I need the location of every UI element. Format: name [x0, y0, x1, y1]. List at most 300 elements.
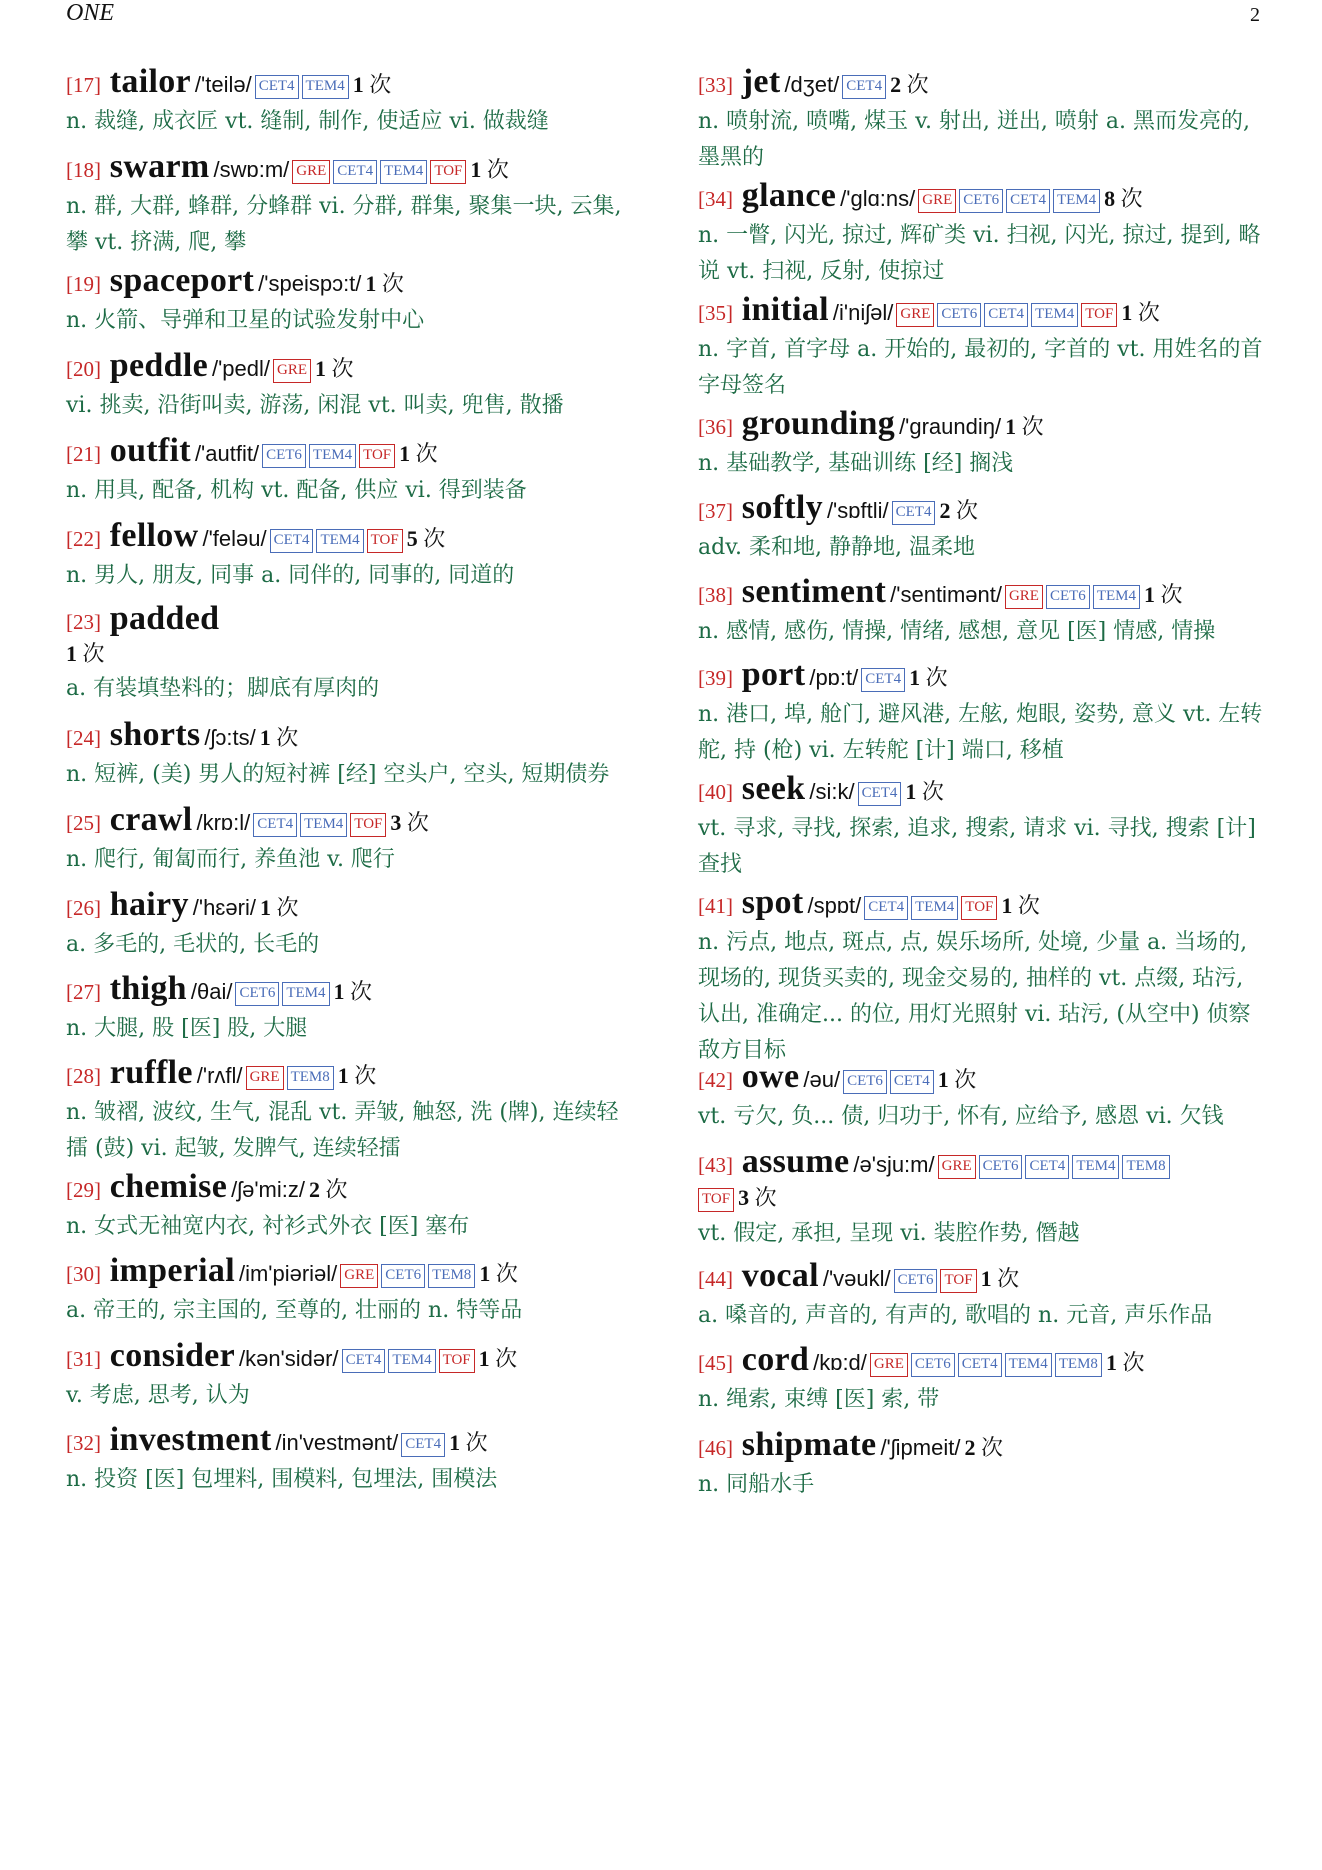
exam-tag: CET6 — [262, 444, 306, 468]
phonetic: /'pedl/ — [211, 356, 270, 381]
phonetic: /'autfit/ — [194, 441, 260, 466]
exam-tag: GRE — [918, 189, 956, 213]
vocab-entry — [66, 261, 636, 339]
exam-tag: TOF — [350, 813, 386, 837]
headword: spaceport — [101, 262, 255, 299]
definition: n. 感情, 感伤, 情操, 情绪, 感想, 意见 [医] 情感, 情操 — [698, 619, 1216, 644]
exam-tag: CET4 — [842, 75, 886, 99]
definition: a. 多毛的, 毛状的, 长毛的 — [66, 932, 320, 957]
exam-tag: TOF — [359, 444, 395, 468]
occurrence-count — [353, 72, 392, 97]
entry-index: [41] — [698, 894, 733, 918]
vocab-entry — [698, 1142, 1270, 1252]
entry-index: [32] — [66, 1431, 101, 1455]
entry-index: [27] — [66, 980, 101, 1004]
count-number: 1 — [315, 356, 326, 381]
page-number: 2 — [1250, 4, 1260, 26]
entry-index: [18] — [66, 158, 101, 182]
exam-tag: TEM4 — [1072, 1155, 1119, 1179]
vocab-entry — [698, 1256, 1270, 1334]
exam-tag: CET4 — [890, 1070, 934, 1094]
phonetic: /'rʌfl/ — [196, 1063, 243, 1088]
count-unit: 次 — [376, 271, 404, 296]
entry-index: [46] — [698, 1436, 733, 1460]
headword: grounding — [733, 405, 896, 442]
count-unit: 次 — [490, 1261, 518, 1286]
exam-tag: TEM4 — [388, 1349, 435, 1373]
exam-tag: TEM4 — [911, 896, 958, 920]
phonetic: /pɒ:t/ — [809, 665, 859, 690]
entry-index: [26] — [66, 896, 101, 920]
count-number: 1 — [479, 1261, 491, 1286]
count-unit: 次 — [749, 1185, 777, 1210]
vocab-entry — [698, 62, 1270, 176]
entry-headline — [698, 404, 1270, 444]
headword: spot — [733, 884, 804, 921]
definition: a. 帝王的, 宗主国的, 至尊的, 壮丽的 n. 特等品 — [66, 1298, 523, 1323]
vocab-entry — [66, 599, 636, 707]
headword: padded — [101, 600, 220, 637]
occurrence-count — [449, 1430, 488, 1455]
count-unit: 次 — [344, 979, 373, 1004]
exam-tag: CET4 — [984, 303, 1028, 327]
count-unit: 次 — [270, 895, 299, 920]
exam-tag: CET4 — [958, 1353, 1002, 1377]
phonetic: /im'piəriəl/ — [238, 1261, 338, 1286]
phonetic: /'teilə/ — [194, 72, 252, 97]
exam-tag: TEM4 — [1031, 303, 1078, 327]
definition: n. 字首, 首字母 a. 开始的, 最初的, 字首的 vt. 用姓名的首字母签名 — [698, 337, 1263, 398]
exam-tag: TEM4 — [1093, 585, 1140, 609]
count-unit: 次 — [401, 810, 429, 835]
count-unit: 次 — [1016, 414, 1044, 439]
phonetic: /si:k/ — [809, 779, 855, 804]
count-unit: 次 — [948, 1067, 977, 1092]
exam-tag: GRE — [292, 160, 330, 184]
entry-headline — [698, 769, 1270, 809]
entry-headline — [66, 147, 636, 187]
definition: n. 火箭、导弹和卫星的试验发射中心 — [66, 308, 425, 333]
count-unit: 次 — [901, 72, 929, 97]
exam-tag: CET4 — [1025, 1155, 1069, 1179]
entry-index: [22] — [66, 527, 101, 551]
headword: vocal — [733, 1257, 819, 1294]
occurrence-count — [309, 1177, 348, 1202]
occurrence-count — [738, 1185, 777, 1210]
entry-index: [35] — [698, 301, 733, 325]
occurrence-count — [479, 1346, 518, 1371]
phonetic: /'ʃipmeit/ — [880, 1435, 961, 1460]
headword: thigh — [101, 970, 187, 1007]
count-unit: 次 — [916, 779, 944, 804]
occurrence-count — [1106, 1350, 1145, 1375]
occurrence-count — [470, 157, 509, 182]
definition: n. 喷射流, 喷嘴, 煤玉 v. 射出, 迸出, 喷射 a. 黑而发亮的, 墨黑的 — [698, 109, 1250, 170]
vocab-entry — [698, 655, 1270, 769]
occurrence-count — [315, 356, 354, 381]
count-number: 1 — [980, 1266, 992, 1291]
definition: adv. 柔和地, 静静地, 温柔地 — [698, 535, 975, 560]
count-number: 1 — [1121, 300, 1133, 325]
phonetic: /'glɑ:ns/ — [840, 186, 916, 211]
entry-headline — [66, 1420, 636, 1460]
count-number: 1 — [905, 779, 917, 804]
entry-index: [34] — [698, 187, 733, 211]
entry-headline — [66, 261, 636, 301]
phonetic: /əu/ — [803, 1067, 841, 1092]
entry-index: [30] — [66, 1262, 101, 1286]
entry-headline — [698, 62, 1270, 102]
headword: peddle — [101, 347, 208, 384]
entry-headline — [698, 290, 1270, 330]
definition: vt. 寻求, 寻找, 探索, 追求, 搜索, 请求 vi. 寻找, 搜索 [计] 查找 — [698, 816, 1256, 877]
definition: v. 考虑, 思考, 认为 — [66, 1383, 250, 1408]
count-number: 3 — [390, 810, 402, 835]
entry-index: [20] — [66, 357, 101, 381]
exam-tag: TOF — [430, 160, 466, 184]
vocab-entry — [698, 1057, 1270, 1135]
headword: outfit — [101, 432, 191, 469]
exam-tag: CET6 — [1046, 585, 1090, 609]
occurrence-count — [964, 1435, 1003, 1460]
count-unit: 次 — [1132, 300, 1160, 325]
exam-tag: CET6 — [381, 1264, 425, 1288]
exam-tag: CET4 — [892, 501, 936, 525]
entry-headline — [66, 1336, 636, 1376]
occurrence-count — [1121, 300, 1160, 325]
definition: n. 裁缝, 成衣匠 vt. 缝制, 制作, 使适应 vi. 做裁缝 — [66, 109, 549, 134]
phonetic: /kɒ:d/ — [813, 1350, 867, 1375]
count-number: 8 — [1104, 186, 1116, 211]
exam-tag: TOF — [698, 1188, 734, 1212]
headword: fellow — [101, 517, 199, 554]
exam-tag: GRE — [246, 1066, 284, 1090]
exam-tag: TEM4 — [380, 160, 427, 184]
exam-tag: GRE — [273, 359, 311, 383]
count-unit: 次 — [326, 356, 354, 381]
phonetic: /kən'sidər/ — [238, 1346, 339, 1371]
exam-tag: GRE — [938, 1155, 976, 1179]
entry-index: [38] — [698, 583, 733, 607]
exam-tag: CET6 — [979, 1155, 1023, 1179]
exam-tag: CET6 — [959, 189, 1003, 213]
count-number: 1 — [1143, 582, 1155, 607]
count-number: 1 — [478, 1346, 490, 1371]
occurrence-count — [1001, 893, 1040, 918]
headword: chemise — [101, 1168, 228, 1205]
entry-tags-continued — [698, 1182, 1270, 1214]
vocab-entry — [66, 1167, 636, 1245]
exam-tag: CET4 — [861, 668, 905, 692]
header-title: ONE — [66, 0, 114, 26]
vocab-entry — [698, 176, 1270, 290]
definition: n. 一瞥, 闪光, 掠过, 辉矿类 vi. 扫视, 闪光, 掠过, 提到, 略说 vt. 扫视, 反射, 使掠过 — [698, 223, 1261, 284]
headword: port — [733, 656, 806, 693]
entry-headline — [66, 800, 636, 840]
phonetic: /krɒ:l/ — [196, 810, 251, 835]
count-number: 1 — [1001, 893, 1013, 918]
entry-headline — [66, 969, 636, 1009]
exam-tag: CET6 — [235, 982, 279, 1006]
exam-tag: CET4 — [255, 75, 299, 99]
definition: vi. 挑卖, 沿街叫卖, 游荡, 闲混 vt. 叫卖, 兜售, 散播 — [66, 393, 564, 418]
phonetic: /i'niʃəl/ — [832, 300, 894, 325]
vocab-entry — [698, 769, 1270, 883]
occurrence-count — [365, 271, 404, 296]
definition: vt. 亏欠, 负... 债, 归功于, 怀有, 应给予, 感恩 vi. 欠钱 — [698, 1104, 1224, 1129]
phonetic: /'vəukl/ — [822, 1266, 891, 1291]
entry-index: [25] — [66, 811, 101, 835]
phonetic: /ʃə'mi:z/ — [231, 1177, 305, 1202]
entry-index: [37] — [698, 499, 733, 523]
vocab-entry — [698, 883, 1270, 1069]
exam-tag: TEM4 — [300, 813, 347, 837]
entry-index: [23] — [66, 610, 101, 634]
entry-index: [36] — [698, 415, 733, 439]
entry-index: [45] — [698, 1351, 733, 1375]
headword: consider — [101, 1337, 235, 1374]
entry-headline — [66, 885, 636, 925]
occurrence-count — [399, 441, 438, 466]
exam-tag: CET4 — [333, 160, 377, 184]
entry-headline — [698, 1425, 1270, 1465]
exam-tag: TEM8 — [428, 1264, 475, 1288]
count-unit: 次 — [77, 641, 105, 666]
count-unit: 次 — [348, 1063, 377, 1088]
exam-tag: TEM8 — [1055, 1353, 1102, 1377]
phonetic: /dʒet/ — [784, 72, 840, 97]
exam-tag: TEM4 — [316, 529, 363, 553]
entry-index: [42] — [698, 1068, 733, 1092]
exam-tag: TEM4 — [1053, 189, 1100, 213]
count-unit: 次 — [1012, 893, 1040, 918]
count-unit: 次 — [319, 1177, 348, 1202]
count-number: 1 — [470, 157, 482, 182]
headword: jet — [733, 63, 781, 100]
count-number: 1 — [337, 1063, 349, 1088]
entry-index: [43] — [698, 1153, 733, 1177]
phonetic: /swɒ:m/ — [213, 157, 290, 182]
headword: ruffle — [101, 1054, 193, 1091]
entry-headline — [698, 1340, 1270, 1380]
exam-tag: TOF — [439, 1349, 475, 1373]
headword: imperial — [101, 1252, 235, 1289]
phonetic: /'hɛəri/ — [192, 895, 256, 920]
vocab-entry — [66, 1053, 636, 1167]
vocab-entry — [66, 147, 636, 261]
vocab-entry — [66, 1251, 636, 1329]
exam-tag: CET4 — [270, 529, 314, 553]
headword: shorts — [101, 716, 201, 753]
entry-index: [44] — [698, 1267, 733, 1291]
count-number: 2 — [964, 1435, 976, 1460]
headword: glance — [733, 177, 837, 214]
definition: n. 同船水手 — [698, 1472, 815, 1497]
count-number: 1 — [66, 641, 77, 666]
count-unit: 次 — [417, 526, 446, 551]
phonetic: /θai/ — [190, 979, 233, 1004]
headword: shipmate — [733, 1426, 877, 1463]
count-number: 1 — [909, 665, 921, 690]
exam-tag: CET4 — [864, 896, 908, 920]
count-number: 1 — [449, 1430, 461, 1455]
vocab-entry — [66, 516, 636, 594]
entry-headline — [66, 599, 636, 639]
headword: cord — [733, 1341, 810, 1378]
count-number: 2 — [939, 498, 951, 523]
count-unit: 次 — [1115, 186, 1143, 211]
entry-index: [24] — [66, 726, 101, 750]
count-unit: 次 — [991, 1266, 1020, 1291]
occurrence-count — [338, 1063, 377, 1088]
count-number: 1 — [399, 441, 411, 466]
entry-headline — [698, 176, 1270, 216]
definition: a. 嗓音的, 声音的, 有声的, 歌唱的 n. 元音, 声乐作品 — [698, 1303, 1213, 1328]
exam-tag: CET4 — [858, 782, 902, 806]
occurrence-count — [66, 639, 636, 669]
entry-headline — [698, 572, 1270, 612]
count-number: 5 — [406, 526, 418, 551]
vocab-entry — [66, 800, 636, 878]
phonetic: /ə'sju:m/ — [853, 1152, 935, 1177]
count-number: 1 — [1005, 414, 1017, 439]
exam-tag: TEM8 — [1122, 1155, 1169, 1179]
phonetic: /spɒt/ — [807, 893, 862, 918]
vocab-entry — [698, 1425, 1270, 1503]
headword: softly — [733, 489, 823, 526]
count-unit: 次 — [1154, 582, 1183, 607]
occurrence-count — [890, 72, 929, 97]
headword: owe — [733, 1058, 800, 1095]
count-unit: 次 — [363, 72, 392, 97]
entry-headline — [66, 1251, 636, 1291]
occurrence-count — [479, 1261, 518, 1286]
headword: investment — [101, 1421, 272, 1458]
entry-headline — [66, 1053, 636, 1093]
exam-tag: CET6 — [843, 1070, 887, 1094]
count-number: 1 — [333, 979, 345, 1004]
entry-headline — [698, 1142, 1270, 1182]
entry-headline — [698, 1057, 1270, 1097]
entry-index: [40] — [698, 780, 733, 804]
definition: n. 绳索, 束缚 [医] 索, 带 — [698, 1387, 940, 1412]
vocab-entry — [66, 885, 636, 963]
count-unit: 次 — [975, 1435, 1003, 1460]
count-unit: 次 — [270, 725, 299, 750]
count-number: 2 — [890, 72, 902, 97]
exam-tag: CET4 — [1006, 189, 1050, 213]
exam-tag: TEM4 — [309, 444, 356, 468]
exam-tag: CET4 — [342, 1349, 386, 1373]
headword: sentiment — [733, 573, 887, 610]
entry-headline — [66, 431, 636, 471]
count-unit: 次 — [920, 665, 948, 690]
exam-tag: CET4 — [401, 1433, 445, 1457]
vocab-entry — [66, 1420, 636, 1498]
exam-tag: GRE — [896, 303, 934, 327]
occurrence-count — [334, 979, 373, 1004]
count-number: 2 — [308, 1177, 320, 1202]
phonetic: /in'vestmənt/ — [275, 1430, 399, 1455]
occurrence-count — [1104, 186, 1143, 211]
exam-tag: TEM4 — [1005, 1353, 1052, 1377]
count-number: 1 — [937, 1067, 949, 1092]
entry-index: [33] — [698, 73, 733, 97]
entry-index: [29] — [66, 1178, 101, 1202]
vocab-entry — [698, 572, 1270, 650]
definition: n. 群, 大群, 蜂群, 分蜂群 vi. 分群, 群集, 聚集一块, 云集, 攀 vt. 挤满, 爬, 攀 — [66, 194, 622, 255]
headword: initial — [733, 291, 829, 328]
definition: n. 男人, 朋友, 同事 a. 同伴的, 同事的, 同道的 — [66, 563, 515, 588]
exam-tag: GRE — [340, 1264, 378, 1288]
exam-tag: TOF — [1081, 303, 1117, 327]
count-unit: 次 — [950, 498, 978, 523]
occurrence-count — [260, 895, 299, 920]
count-number: 3 — [738, 1185, 750, 1210]
entry-index: [39] — [698, 666, 733, 690]
headword: swarm — [101, 148, 210, 185]
entry-headline — [698, 1256, 1270, 1296]
exam-tag: TOF — [940, 1269, 976, 1293]
count-unit: 次 — [460, 1430, 488, 1455]
entry-headline — [66, 346, 636, 386]
vocab-entry — [698, 1340, 1270, 1418]
entry-index: [19] — [66, 272, 101, 296]
exam-tag: GRE — [870, 1353, 908, 1377]
entry-index: [28] — [66, 1064, 101, 1088]
definition: n. 投资 [医] 包埋料, 围模料, 包埋法, 围模法 — [66, 1467, 498, 1492]
count-unit: 次 — [481, 157, 509, 182]
occurrence-count — [939, 498, 978, 523]
count-number: 1 — [1105, 1350, 1117, 1375]
phonetic: /'sɒftli/ — [826, 498, 889, 523]
exam-tag: TEM4 — [282, 982, 329, 1006]
headword: tailor — [101, 63, 191, 100]
phonetic: /'sentimənt/ — [890, 582, 1002, 607]
headword: seek — [733, 770, 806, 807]
phonetic: /'feləu/ — [202, 526, 267, 551]
definition: vt. 假定, 承担, 呈现 vi. 装腔作势, 僭越 — [698, 1221, 1080, 1246]
entry-headline — [66, 715, 636, 755]
entry-index: [17] — [66, 73, 101, 97]
exam-tag: CET6 — [894, 1269, 938, 1293]
vocab-entry — [66, 62, 636, 140]
count-unit: 次 — [489, 1346, 518, 1371]
vocab-entry — [698, 404, 1270, 482]
definition: n. 爬行, 匍匐而行, 养鱼池 v. 爬行 — [66, 847, 395, 872]
exam-tag: TOF — [367, 529, 403, 553]
vocab-entry — [66, 1336, 636, 1414]
occurrence-count — [938, 1067, 977, 1092]
vocab-entry — [66, 346, 636, 424]
exam-tag: CET6 — [937, 303, 981, 327]
count-number: 1 — [259, 895, 271, 920]
occurrence-count — [905, 779, 944, 804]
exam-tag: GRE — [1005, 585, 1043, 609]
occurrence-count — [1144, 582, 1183, 607]
vocab-entry — [698, 488, 1270, 566]
exam-tag: CET6 — [911, 1353, 955, 1377]
definition: n. 女式无袖宽内衣, 衬衫式外衣 [医] 塞布 — [66, 1214, 470, 1239]
vocab-entry — [66, 969, 636, 1047]
vocab-entry — [66, 715, 636, 793]
occurrence-count — [981, 1266, 1020, 1291]
count-number: 1 — [352, 72, 364, 97]
occurrence-count — [407, 526, 446, 551]
entry-headline — [66, 1167, 636, 1207]
count-number: 1 — [259, 725, 271, 750]
definition: n. 基础教学, 基础训练 [经] 搁浅 — [698, 451, 1014, 476]
